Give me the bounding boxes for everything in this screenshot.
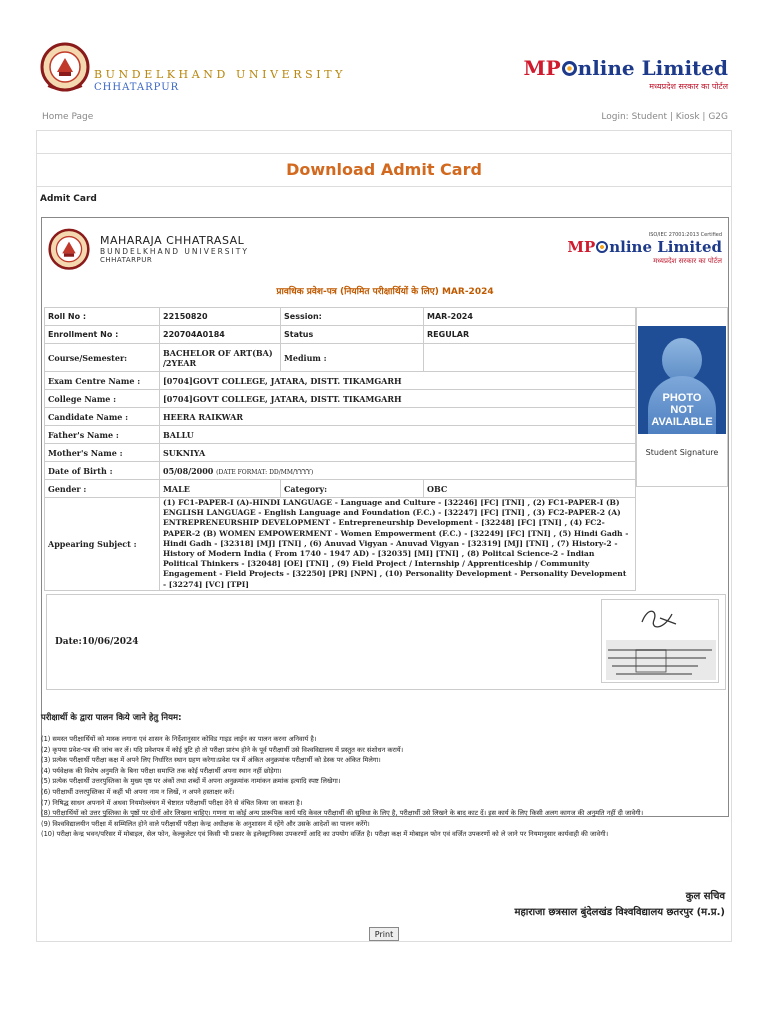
page-title-bar [37,153,731,187]
card-uni-line3: CHHATARPUR [100,256,153,264]
table-row [45,408,636,426]
registrar-university: महाराजा छत्रसाल बुंदेलखंड विश्वविद्यालय छतरपुर (म.प्र.) [514,907,725,918]
candidate-info-table [44,307,636,591]
university-logo [40,42,90,94]
enrollment-value: 220704A0184 [160,326,281,344]
mp-tagline: मध्यप्रदेश सरकार का पोर्टल [649,82,728,91]
table-row [45,326,636,344]
college-label: College Name : [45,390,160,408]
page-title: Download Admit Card [286,160,482,179]
table-row [45,480,636,498]
candidate-photo [638,326,726,434]
mother-label: Mother's Name : [45,444,160,462]
table-row [45,426,636,444]
photo-not-available-text [638,392,726,428]
table-row [45,344,636,372]
rules-list [41,734,729,840]
photo-text-line: NOT [670,404,694,416]
course-value: BACHELOR OF ART(BA) /2YEAR [160,344,281,372]
rule-item: (5) प्रत्येक परीक्षार्थी उत्तरपुस्तिका के मुख्य पृष्ठ पर अंकों तथा शब्दों में अपना अनुक्रमांक नामांकन क्रमांक इत्यादि स्पष्ट लिखेगा। [41,777,341,786]
university-city: CHHATARPUR [94,82,180,93]
father-value: BALLU [160,426,636,444]
exam-centre-label: Exam Centre Name : [45,372,160,390]
admit-card-hindi-title: प्रावधिक प्रवेश-पत्र (नियमित परीक्षार्थियों के लिए) MAR-2024 [276,287,494,297]
table-row [45,390,636,408]
photo-text-line: AVAILABLE [651,416,713,428]
print-button[interactable]: Print [369,927,399,941]
date-signature-box [46,594,726,690]
rules-title: परीक्षार्थी के द्वारा पालन किये जाने हेतु नियम: [41,713,182,723]
top-nav [42,112,728,122]
rule-item: (9) विश्वविद्यालयीन परीक्षा में सम्मिलित होने वाले परीक्षार्थी परीक्षा केन्द्र अधीक्षक के अनुशासन में रहेंगे और उसके आदेशों का पालन करेंगे। [41,819,370,828]
medium-value [424,344,636,372]
table-row [45,308,636,326]
candidate-value: HEERA RAIKWAR [160,408,636,426]
registrar-title: कुल सचिव [685,891,725,902]
gender-label: Gender : [45,480,160,498]
rule-item: (6) परीक्षार्थी उत्तरपुस्तिका में कहीं भी अपना नाम न लिखें, न अपने हस्ताक्षर करें। [41,787,235,796]
roll-no-label: Roll No : [45,308,160,326]
admit-card-label: Admit Card [40,194,97,204]
subject-label: Appearing Subject : [45,498,160,591]
card-mp-o-icon [596,241,608,253]
card-header [48,228,722,274]
status-value: REGULAR [424,326,636,344]
table-row [45,498,636,591]
course-label: Course/Semester: [45,344,160,372]
table-row [45,372,636,390]
admit-card [41,217,729,817]
card-mp-suffix: nline Limited [609,238,722,256]
photo-text-line: PHOTO [662,392,702,404]
university-name: BUNDELKHAND UNIVERSITY [94,68,347,81]
mp-logo-prefix: MP [523,56,561,80]
site-header [40,42,728,102]
medium-label: Medium : [281,344,424,372]
dob-label: Date of Birth : [45,462,160,480]
rule-item: (2) कृपया प्रवेश-पत्र की जांच कर लें। यदि प्रवेशपत्र में कोई त्रुटि हो तो परीक्षा प्रारंभ होने के पूर्व परीक्षार्थी उसे विश्वविद्यालय में प्रस्तुत कर संशोधन करायें। [41,745,404,754]
login-links[interactable]: Login: Student | Kiosk | G2G [601,112,728,122]
roll-no-value: 22150820 [160,308,281,326]
category-value: OBC [424,480,636,498]
rule-item: (4) पर्यवेक्षक की विशेष अनुमति के बिना परीक्षा समाप्ति तक कोई परीक्षार्थी अपना स्थान नहीं छोड़ेगा। [41,766,282,775]
session-value: MAR-2024 [424,308,636,326]
dob-format: (DATE FORMAT: DD/MM/YYYY) [216,468,314,476]
status-label: Status [281,326,424,344]
mp-logo-suffix: nline Limited [577,56,728,80]
issue-date: Date:10/06/2024 [55,637,139,647]
exam-centre-value: [0704]GOVT COLLEGE, JATARA, DISTT. TIKAMGARH [160,372,636,390]
signature-stamp-icon [602,600,718,682]
registrar-stamp [601,599,719,683]
admit-card-panel [36,130,732,942]
rule-item: (1) समस्त परीक्षार्थियों को मास्क लगाना एवं शासन के निर्देशानुसार कोविड गाइड लाईन का पालन करना अनिवार्य है। [41,735,317,743]
subjects-value: (1) FC1-PAPER-I (A)-HINDI LANGUAGE - Language and Culture - [32246] [FC] [TNI] , (2) FC1-PAPER-I (B) ENGLISH LANGUAGE - English Language and Foundation (F.C.) - [32247] [FC] [TNI] , (3) FC2-PAPER-2 (A) ENTREPRENEURSHIP DEVELOPMENT - Entrepreneurship Development - [32248] [FC] [TNI] , (4) FC2-PAPER-2 (B) WOMEN EMPOWERMENT - Women Empowerment (F.C.) - [32249] [FC] [TNI] , (5) Hindi Gadh - Hindi Gadh - [32318] [MJ] [TNI] , (6) Anuvad Vigyan - Anuvad Vigyan - [32319] [MJ] [TNI] , (7) History-2 - History of Modern India ( From 1740 - 1947 AD) - [32035] [MI] [TNI] , (8) Politcal Science-2 - Indian Political Thinkers - [32048] [OE] [TNI] , (9) Field Project / Internship / Apprenticeship / Community Engagement - Field Projects - [32250] [PR] [NPN] , (10) Personality Development - Personality Development - [32274] [VC] [TPI] [160,498,636,591]
dob-cell [160,462,636,480]
rule-item: (8) परीक्षार्थियों को उत्तर पुस्तिका के पृष्ठों पर दोनों ओर लिखना चाहिए। गणना या कोई अन्य प्रारूपिक कार्य यदि केवल परीक्षार्थी की सुविधा के लिए है, परीक्षार्थी उसे लिखने के बाद काट दें। इस कार्य के लिए किसी अलग कागज की अनुमति नहीं दी जावेगी। [41,809,644,818]
category-label: Category: [281,480,424,498]
card-mp-prefix: MP [567,238,596,256]
college-value: [0704]GOVT COLLEGE, JATARA, DISTT. TIKAMGARH [160,390,636,408]
enrollment-label: Enrollment No : [45,326,160,344]
card-mp-cert: ISO/IEC 27001:2013 Certified [648,232,722,238]
rule-item: (7) निषिद्ध साधन अपनाने में अथवा नियमोल्लंघन में चेष्टारत परीक्षार्थी परीक्षा देने से वंचित किया जा सकता है। [41,798,303,807]
card-university-logo [48,228,90,272]
table-row [45,462,636,480]
card-mponline-logo [567,232,722,266]
session-label: Session: [281,308,424,326]
father-label: Father's Name : [45,426,160,444]
card-uni-line1: MAHARAJA CHHATRASAL [100,234,245,247]
rule-item: (3) प्रत्येक परीक्षार्थी परीक्षा कक्ष में अपने लिए निर्धारित स्थान ग्रहण करेगा।प्रवेश पत्र में अंकित अनुक्रमांक परीक्षार्थी को डेस्क पर अंकित मिलेगा। [41,756,381,765]
rule-item: (10) परीक्षा केन्द्र भवन/परिसर में मोबाइल, सेल फोन, केल्कुलेटर एवं किसी भी प्रकार के इलेक्ट्रानिक्स उपकरणों आदि का उपयोग वर्जित है। परीक्षा कक्ष में मोबाइल फोन एवं वर्जित उपकरणों को ले जाने पर नियमानुसार कार्यवाही की जावेगी। [41,830,609,839]
table-row [45,444,636,462]
mponline-logo [523,56,728,92]
mother-value: SUKNIYA [160,444,636,462]
registrar-block [514,889,725,921]
home-page-link[interactable]: Home Page [42,112,94,122]
card-uni-line2: BUNDELKHAND UNIVERSITY [100,247,249,256]
student-signature-label: Student Signature [645,448,719,457]
dob-value: 05/08/2000 [163,465,214,476]
card-mp-tagline: मध्यप्रदेश सरकार का पोर्टल [653,257,722,265]
candidate-label: Candidate Name : [45,408,160,426]
mp-logo-o-icon [562,61,577,76]
gender-value: MALE [160,480,281,498]
